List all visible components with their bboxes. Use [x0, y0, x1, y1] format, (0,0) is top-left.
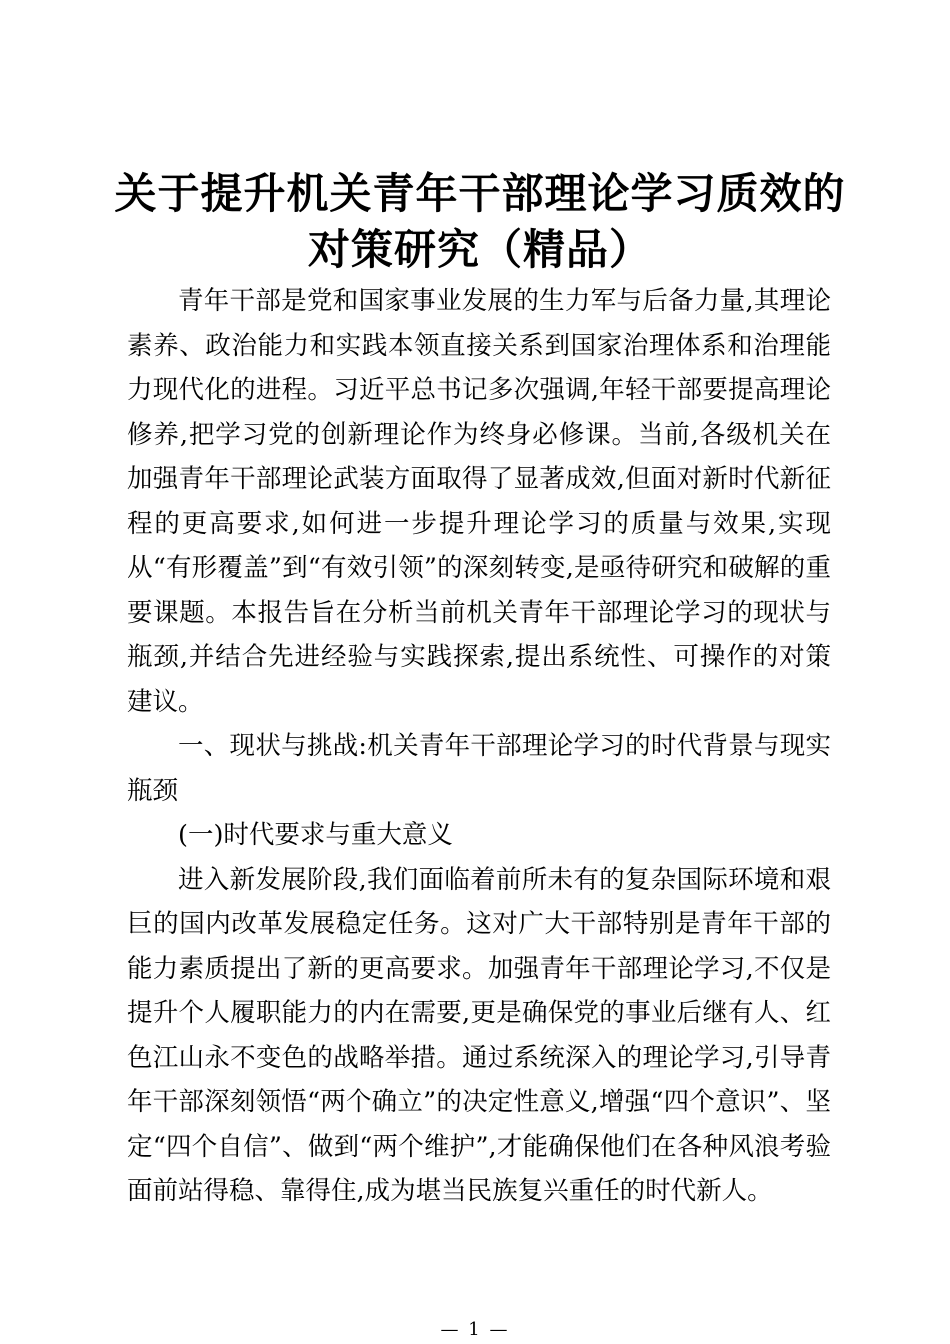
intro-paragraph: 青年干部是党和国家事业发展的生力军与后备力量,其理论素养、政治能力和实践本领直接关系到国家治理体系和治理能力现代化的进程。习近平总书记多次强调,年轻干部要提高理论修养,把学习党的创新理论作为终身必修课。当前,各级机关在加强青年干部理论武装方面取得了显著成效,但面对新时代新征程的更高要求,如何进一步提升理论学习的质量与效果,实现从“有形覆盖”到“有效引领”的深刻转变,是亟待研究和破解的重要课题。本报告旨在分析当前机关青年干部理论学习的现状与瓶颈,并结合先进经验与实践探索,提出系统性、可操作的对策建议。: [127, 286, 831, 717]
section-heading: 一、现状与挑战:机关青年干部理论学习的时代背景与现实瓶颈: [127, 731, 831, 806]
page-number: — 1 —: [440, 1319, 510, 1340]
document-title: 关于提升机关青年干部理论学习质效的对策研究（精品）: [114, 169, 846, 274]
body-paragraph: 进入新发展阶段,我们面临着前所未有的复杂国际环境和艰巨的国内改革发展稳定任务。这对广大干部特别是青年干部的能力素质提出了新的更高要求。加强青年干部理论学习,不仅是提升个人履职能力的内在需要,更是确保党的事业后继有人、红色江山永不变色的战略举措。通过系统深入的理论学习,引导青年干部深刻领悟“两个确立”的决定性意义,增强“四个意识”、坚定“四个自信”、做到“两个维护”,才能确保他们在各种风浪考验面前站得稳、靠得住,成为堪当民族复兴重任的时代新人。: [127, 864, 831, 1206]
document-body: [127, 279, 831, 1214]
subsection-heading: (一)时代要求与重大意义: [178, 820, 453, 850]
